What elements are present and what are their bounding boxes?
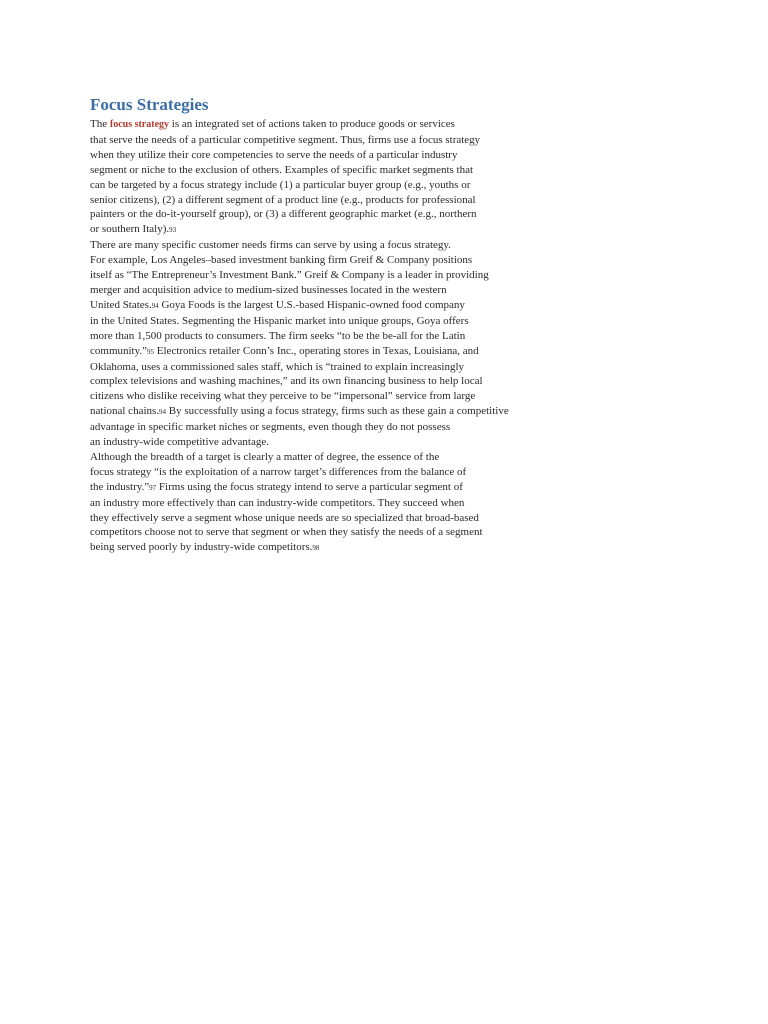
text-line: There are many specific customer needs firms can serve by using a focus strategy. xyxy=(90,239,451,252)
footnote-ref: 94 xyxy=(151,301,159,310)
footnote-ref: 94 xyxy=(159,408,167,417)
text-fragment: is an integrated set of actions taken to produce goods or services xyxy=(169,118,455,130)
text-fragment: community.” xyxy=(90,344,148,357)
text-line xyxy=(90,344,560,360)
text-line xyxy=(90,480,560,496)
text-line: an industry-wide competitive advantage. xyxy=(90,436,269,449)
text-line: itself as “The Entrepreneur’s Investment Bank.” Greif & Company is a leader in providing xyxy=(90,269,489,282)
text-line xyxy=(90,540,560,556)
text-line: merger and acquisition advice to medium-sized businesses located in the western xyxy=(90,283,447,296)
text-line: citizens who dislike receiving what they perceive to be “impersonal” service from large xyxy=(90,390,476,403)
text-line: senior citizens), (2) a different segment of a product line (e.g., products for professional xyxy=(90,193,476,206)
text-line: advantage in specific market niches or segments, even though they do not possess xyxy=(90,421,451,434)
text-fragment: Electronics retailer Conn’s Inc., operating stores in Texas, Louisiana, and xyxy=(154,344,479,357)
text-line xyxy=(90,117,560,133)
text-line: Oklahoma, uses a commissioned sales staff, which is “trained to explain increasingly xyxy=(90,360,465,373)
text-line: in the United States. Segmenting the Hispanic market into unique groups, Goya offers xyxy=(90,314,469,327)
text-line: For example, Los Angeles–based investment banking firm Greif & Company positions xyxy=(90,254,473,267)
text-line: focus strategy “is the exploitation of a narrow target’s differences from the balance of xyxy=(90,465,467,478)
text-line: can be targeted by a focus strategy include (1) a particular buyer group (e.g., youths or xyxy=(90,178,471,191)
text-line: that serve the needs of a particular competitive segment. Thus, firms use a focus strategy xyxy=(90,133,481,146)
text-line: they effectively serve a segment whose unique needs are so specialized that broad-based xyxy=(90,511,479,524)
document-page xyxy=(90,95,560,556)
footnote-ref: 95 xyxy=(147,347,155,356)
text-line: when they utilize their core competencies to serve the needs of a particular industry xyxy=(90,148,458,161)
text-line: complex televisions and washing machines,” and its own financing business to help local xyxy=(90,375,483,388)
text-fragment: The xyxy=(90,118,110,130)
text-line xyxy=(90,222,560,238)
text-line: Although the breadth of a target is clearly a matter of degree, the essence of the xyxy=(90,450,440,463)
text-fragment: Goya Foods is the largest U.S.-based Hispanic-owned food company xyxy=(158,298,465,311)
text-line: segment or niche to the exclusion of others. Examples of specific market segments that xyxy=(90,163,474,176)
text-line: competitors choose not to serve that segment or when they satisfy the needs of a segment xyxy=(90,526,483,539)
text-line: more than 1,500 products to consumers. The firm seeks “to be the be-all for the Latin xyxy=(90,329,466,342)
text-line: an industry more effectively than can industry-wide competitors. They succeed when xyxy=(90,496,465,509)
text-fragment: Firms using the focus strategy intend to serve a particular segment of xyxy=(156,480,463,493)
text-fragment: national chains. xyxy=(90,405,160,418)
text-fragment: By successfully using a focus strategy, firms such as these gain a competitive xyxy=(166,405,509,418)
paragraph-1 xyxy=(90,117,560,238)
text-fragment: the industry.” xyxy=(90,480,150,493)
keyword-term: focus strategy xyxy=(109,119,170,130)
text-line xyxy=(90,298,560,314)
text-line xyxy=(90,404,560,420)
footnote-ref: 97 xyxy=(149,483,157,492)
text-fragment: or southern Italy). xyxy=(90,223,170,236)
text-line: painters or the do-it-yourself group), or (3) a different geographic market (e.g., northern xyxy=(90,208,477,221)
section-heading: Focus Strategies xyxy=(90,95,209,114)
text-fragment: United States. xyxy=(90,298,152,311)
footnote-ref: 93 xyxy=(169,226,177,235)
text-fragment: being served poorly by industry-wide competitors. xyxy=(90,541,313,554)
footnote-ref: 98 xyxy=(312,544,320,553)
paragraph-3 xyxy=(90,450,560,556)
paragraph-2 xyxy=(90,238,560,450)
